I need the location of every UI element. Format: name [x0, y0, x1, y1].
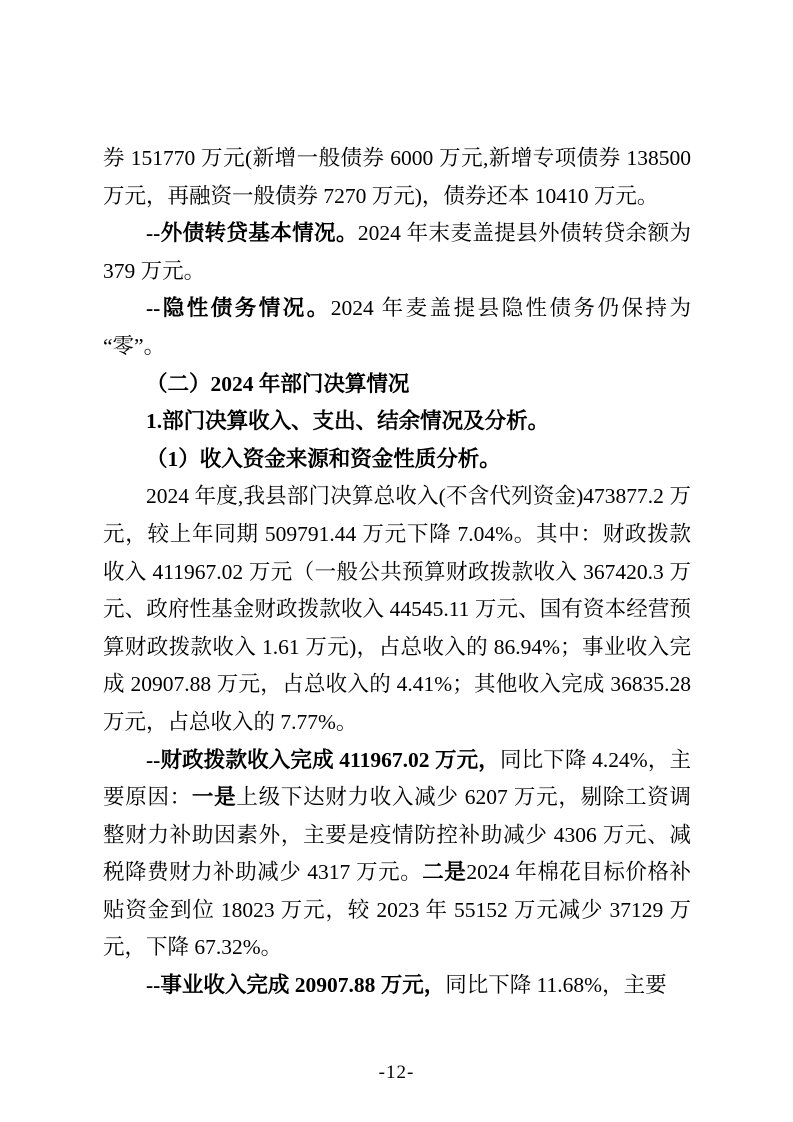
- heading-sub-1-1-funding-source-analysis: [103, 441, 691, 479]
- para-bond-issuance-continued: [103, 140, 691, 215]
- text-run-bold: --财政拨款收入完成 411967.02 万元，: [146, 747, 500, 772]
- para-fiscal-allocation-income: [103, 742, 691, 968]
- heading-section-two-2024-final-accounts: [103, 366, 691, 404]
- text-run-bold: 二是: [422, 860, 467, 885]
- text-run: 2024 年末麦盖提县外债转贷余额为 379 万元。: [103, 221, 691, 283]
- text-run: 2024 年度,我县部门决算总收入(不含代列资金)473877.2 万元，较上年同期 509791.44 万元下降 7.04%。其中：财政拨款收入 411967.02 万元（一般公共预算财政拨款收入 367420.3 万元、政府性基金财政拨款收入 44545.11 万元、国有资本经营预算财政拨款收入 1.61 万元)，占总收入的 86.94%；事业收入完成 20907.88 万元，占总收入的 4.41%；其他收入完成 36835.28 万元，占总收入的 7.77%。: [103, 484, 691, 734]
- text-run: 同比下降 11.68%，主要: [445, 973, 667, 998]
- heading-text: （1）收入资金来源和资金性质分析。: [146, 446, 501, 471]
- para-business-income: [103, 967, 691, 1005]
- heading-sub-1-income-expense-balance: [103, 403, 691, 441]
- text-run: 上级下达财力收入减少 6207 万元，剔除工资调整财力补助因素外，主要是疫情防控补助减少 4306 万元、减税降费财力补助减少 4317 万元。: [103, 785, 691, 885]
- para-hidden-debt: [103, 290, 691, 365]
- para-foreign-debt-onlending: [103, 215, 691, 290]
- page-number: -12-: [378, 1062, 415, 1083]
- heading-text: （二）2024 年部门决算情况: [146, 371, 410, 396]
- text-run: 2024 年麦盖提县隐性债务仍保持为“零”。: [103, 296, 691, 358]
- text-run: 券 151770 万元(新增一般债券 6000 万元,新增专项债券 138500 万元，再融资一般债券 7270 万元)，债券还本 10410 万元。: [103, 146, 691, 208]
- text-run-bold: --事业收入完成 20907.88 万元，: [146, 973, 446, 998]
- heading-text: 1.部门决算收入、支出、结余情况及分析。: [146, 409, 550, 434]
- text-run-bold: --外债转贷基本情况。: [146, 221, 358, 246]
- para-total-income-analysis: [103, 478, 691, 741]
- text-run: 2024 年棉花目标价格补贴资金到位 18023 万元，较 2023 年 55152 万元减少 37129 万元，下降 67.32%。: [103, 860, 691, 960]
- text-run-bold: 一是: [191, 785, 237, 810]
- text-run-bold: --隐性债务情况。: [146, 296, 331, 321]
- page-content: [103, 140, 691, 1005]
- text-run: 同比下降 4.24%，主要原因：: [103, 747, 691, 810]
